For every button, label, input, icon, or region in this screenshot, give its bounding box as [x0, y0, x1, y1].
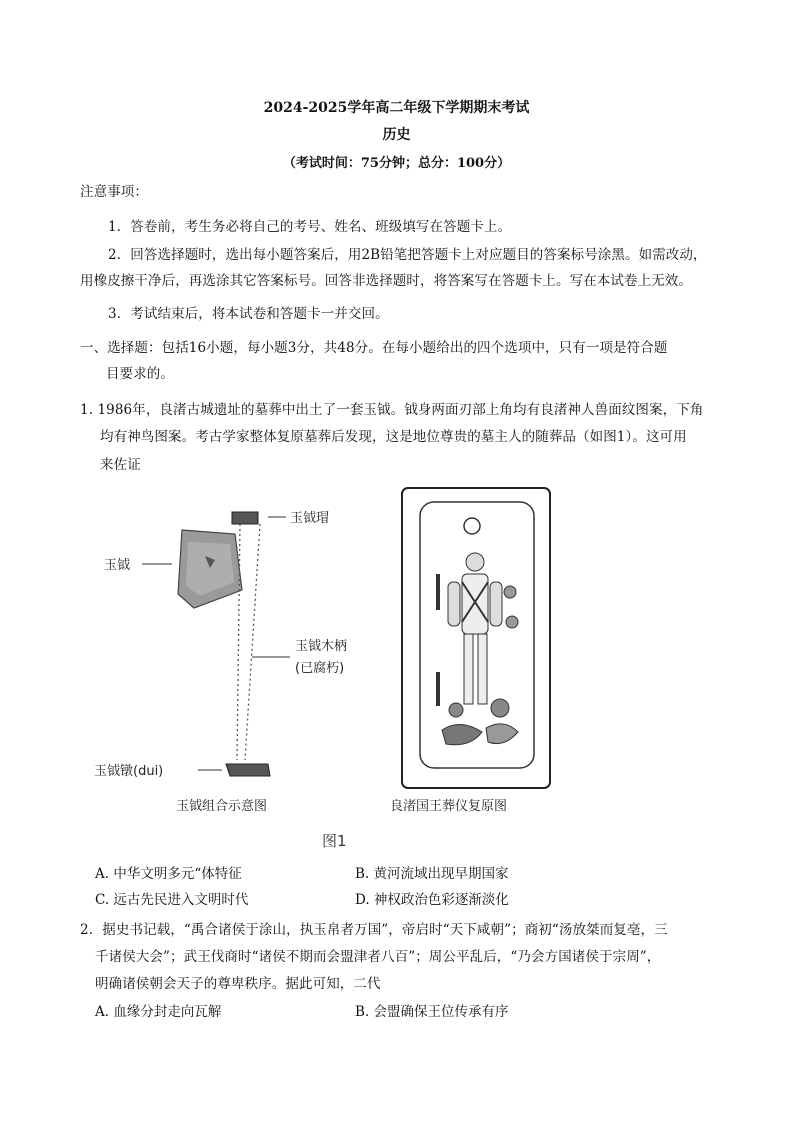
label-cap: 玉钺瑁	[290, 511, 330, 526]
caption-left: 玉钺组合示意图	[176, 799, 268, 814]
q1-option-c[interactable]: C. 远古先民进入文明时代	[95, 892, 249, 908]
q1-option-d[interactable]: D. 神权政治色彩逐渐淡化	[355, 892, 509, 908]
question-1-line-1: 1. 1986年，良渚古城遗址的墓葬中出土了一套玉钺。钺身两面刃部上角均有良渚神人兽面纹图案，下角	[80, 402, 704, 418]
section-1-instructions-line-2: 目要求的。	[106, 366, 174, 382]
question-1-line-2: 均有神鸟图案。考古学家整体复原墓葬后发现，这是地位尊贵的墓主人的随葬品（如图1）。这可用	[100, 429, 687, 445]
exam-title: 2024-2025学年高二年级下学期期末考试	[263, 100, 530, 116]
figure-1	[90, 482, 570, 822]
q1-option-b[interactable]: B. 黄河流域出现早期国家	[355, 866, 509, 882]
burial-restoration-illustration	[390, 488, 550, 814]
notice-heading: 注意事项：	[80, 184, 148, 200]
figure-1-caption: 图1	[322, 832, 347, 850]
label-base: 玉钺镦(dui)	[94, 764, 164, 779]
question-2-line-2: 千诸侯大会”；武王伐商时“诸侯不期而会盟津者八百”；周公平乱后，“乃会方国诸侯于宗周”，	[95, 949, 661, 965]
handle-line-right	[245, 524, 260, 760]
q2-option-a[interactable]: A. 血缘分封走向瓦解	[95, 1004, 222, 1020]
caption-right: 良渚国王葬仪复原图	[390, 799, 508, 814]
axe-assembly-illustration	[94, 510, 347, 814]
question-2-line-3: 明确诸侯朝会天子的尊卑秩序。据此可知，二代	[95, 976, 381, 992]
q2-option-b[interactable]: B. 会盟确保王位传承有序	[355, 1004, 509, 1020]
exam-time-info: （考试时间：75分钟；总分：100分）	[282, 156, 511, 171]
jade-axe-cap	[232, 512, 258, 524]
tomb-inner-frame	[420, 502, 534, 768]
notice-item-2-line-2: 用橡皮擦干净后，再选涂其它答案标号。回答非选择题时，将答案写在答题卡上。写在本试卷上无效。	[80, 273, 692, 289]
jade-axe-base	[226, 764, 270, 776]
section-1-instructions-line-1: 一、选择题：包括16小题，每小题3分，共48分。在每小题给出的四个选项中，只有一项是符合题	[80, 340, 668, 356]
notice-item-2-line-1: 2．回答选择题时，选出每小题答案后，用2B铅笔把答题卡上对应题目的答案标号涂黑。如需改动，	[108, 247, 707, 263]
label-axe: 玉钺	[104, 558, 131, 573]
subject-title: 历史	[382, 127, 411, 143]
label-handle-1: 玉钺木柄	[295, 639, 348, 654]
label-handle-2: (已腐朽)	[295, 661, 345, 676]
question-2-line-1: 2．据史书记载，“禹合诸侯于涂山，执玉帛者万国”，帝启时“天下咸朝”；商初“汤放桀而复亳，三	[80, 922, 668, 938]
notice-item-1: 1．答卷前，考生务必将自己的考号、姓名、班级填写在答题卡上。	[108, 219, 512, 235]
question-1-line-3: 来佐证	[100, 457, 141, 473]
notice-item-3: 3．考试结束后，将本试卷和答题卡一并交回。	[108, 306, 389, 322]
q1-option-a[interactable]: A. 中华文明多元“体特征	[95, 866, 242, 882]
